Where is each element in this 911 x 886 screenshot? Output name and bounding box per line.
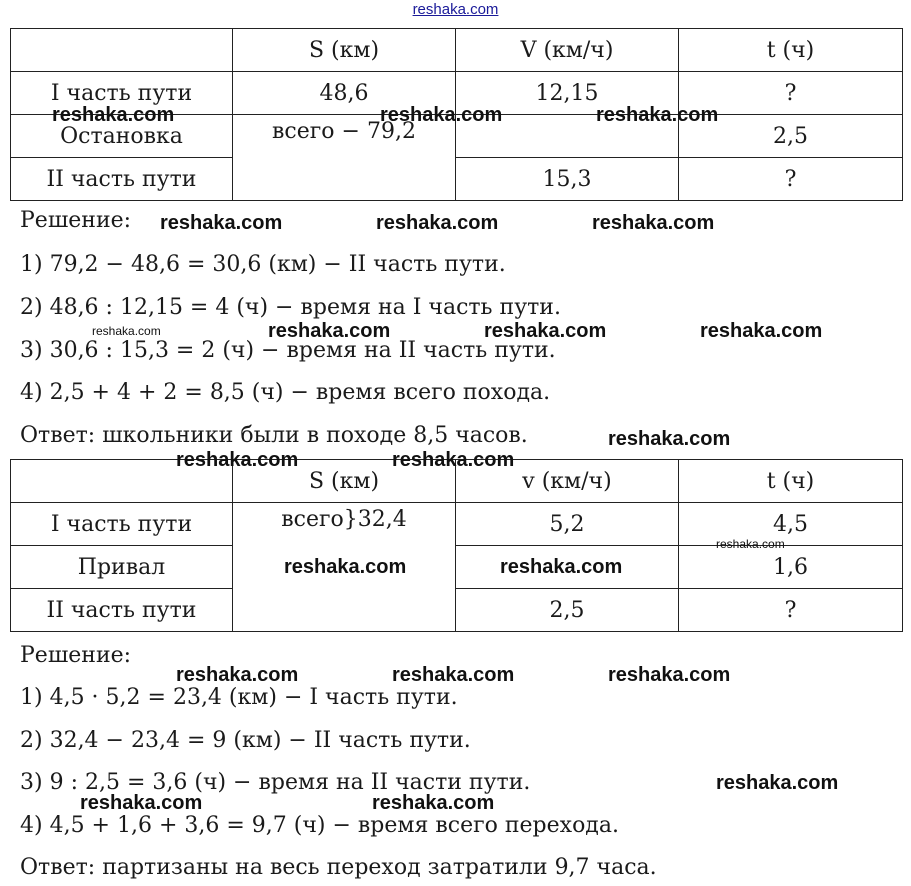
watermark: reshaka.com (284, 556, 407, 578)
solution-step-1: 1) 79,2 − 48,6 = 30,6 (км) − II часть пути. (20, 252, 506, 277)
solution-step-3: 3) 30,6 : 15,3 = 2 (ч) − время на II часть пути. (20, 338, 556, 363)
answer-text: Ответ: школьники были в походе 8,5 часов. (20, 423, 528, 448)
solution-step-2: 2) 32,4 − 23,4 = 9 (км) − II часть пути. (20, 728, 471, 753)
table-row (11, 158, 903, 201)
table-row (11, 546, 903, 589)
cell-time: 1,6 (679, 546, 903, 589)
watermark: reshaka.com (92, 324, 161, 338)
header-cell-distance: S (км) (233, 460, 456, 503)
watermark: reshaka.com (392, 449, 515, 471)
cell-speed: 15,3 (456, 158, 679, 201)
watermark: reshaka.com (52, 104, 175, 126)
watermark: reshaka.com (376, 212, 499, 234)
header-cell-time: t (ч) (679, 29, 903, 72)
watermark: reshaka.com (392, 664, 515, 686)
cell-speed: 5,2 (456, 503, 679, 546)
site-link[interactable]: reshaka.com (412, 1, 499, 18)
watermark: reshaka.com (716, 537, 785, 551)
solution-step-1: 1) 4,5 · 5,2 = 23,4 (км) − I часть пути. (20, 685, 458, 710)
cell-distance-total: всего}32,4 (233, 503, 456, 632)
cell-speed: 12,15 (456, 72, 679, 115)
solution-step-4: 4) 4,5 + 1,6 + 3,6 = 9,7 (ч) − время всего перехода. (20, 813, 619, 838)
answer-text: Ответ: партизаны на весь переход затратили 9,7 часа. (20, 855, 657, 880)
cell-time: 4,5 (679, 503, 903, 546)
watermark: reshaka.com (176, 449, 299, 471)
header-cell-speed: V (км/ч) (456, 29, 679, 72)
watermark: reshaka.com (176, 664, 299, 686)
watermark: reshaka.com (500, 556, 623, 578)
cell-time: ? (679, 72, 903, 115)
cell-distance-total: всего − 79,2 (233, 115, 456, 201)
row-label: I часть пути (11, 503, 233, 546)
table-row (11, 589, 903, 632)
watermark: reshaka.com (484, 320, 607, 342)
solution-step-2: 2) 48,6 : 12,15 = 4 (ч) − время на I часть пути. (20, 295, 561, 320)
row-label: Привал (11, 546, 233, 589)
watermark: reshaka.com (716, 772, 839, 794)
row-label: I часть пути (11, 72, 233, 115)
cell-time: ? (679, 158, 903, 201)
watermark: reshaka.com (592, 212, 715, 234)
row-label: Остановка (11, 115, 233, 158)
cell-time: ? (679, 589, 903, 632)
solution-step-4: 4) 2,5 + 4 + 2 = 8,5 (ч) − время всего похода. (20, 380, 551, 405)
header-cell-speed: v (км/ч) (456, 460, 679, 503)
watermark: reshaka.com (372, 792, 495, 814)
solution-step-3: 3) 9 : 2,5 = 3,6 (ч) − время на II части пути. (20, 770, 531, 795)
header-cell-empty (11, 29, 233, 72)
watermark: reshaka.com (160, 212, 283, 234)
cell-distance: 48,6 (233, 72, 456, 115)
cell-speed: 2,5 (456, 589, 679, 632)
watermark: reshaka.com (268, 320, 391, 342)
solution-title: Решение: (20, 208, 132, 233)
watermark: reshaka.com (80, 792, 203, 814)
solution-title: Решение: (20, 643, 132, 668)
watermark: reshaka.com (608, 428, 731, 450)
table-header-row (11, 29, 903, 72)
row-label: II часть пути (11, 158, 233, 201)
header-cell-distance: S (км) (233, 29, 456, 72)
watermark: reshaka.com (596, 104, 719, 126)
header-cell-time: t (ч) (679, 460, 903, 503)
cell-time: 2,5 (679, 115, 903, 158)
row-label: II часть пути (11, 589, 233, 632)
watermark: reshaka.com (608, 664, 731, 686)
watermark: reshaka.com (380, 104, 503, 126)
watermark: reshaka.com (700, 320, 823, 342)
